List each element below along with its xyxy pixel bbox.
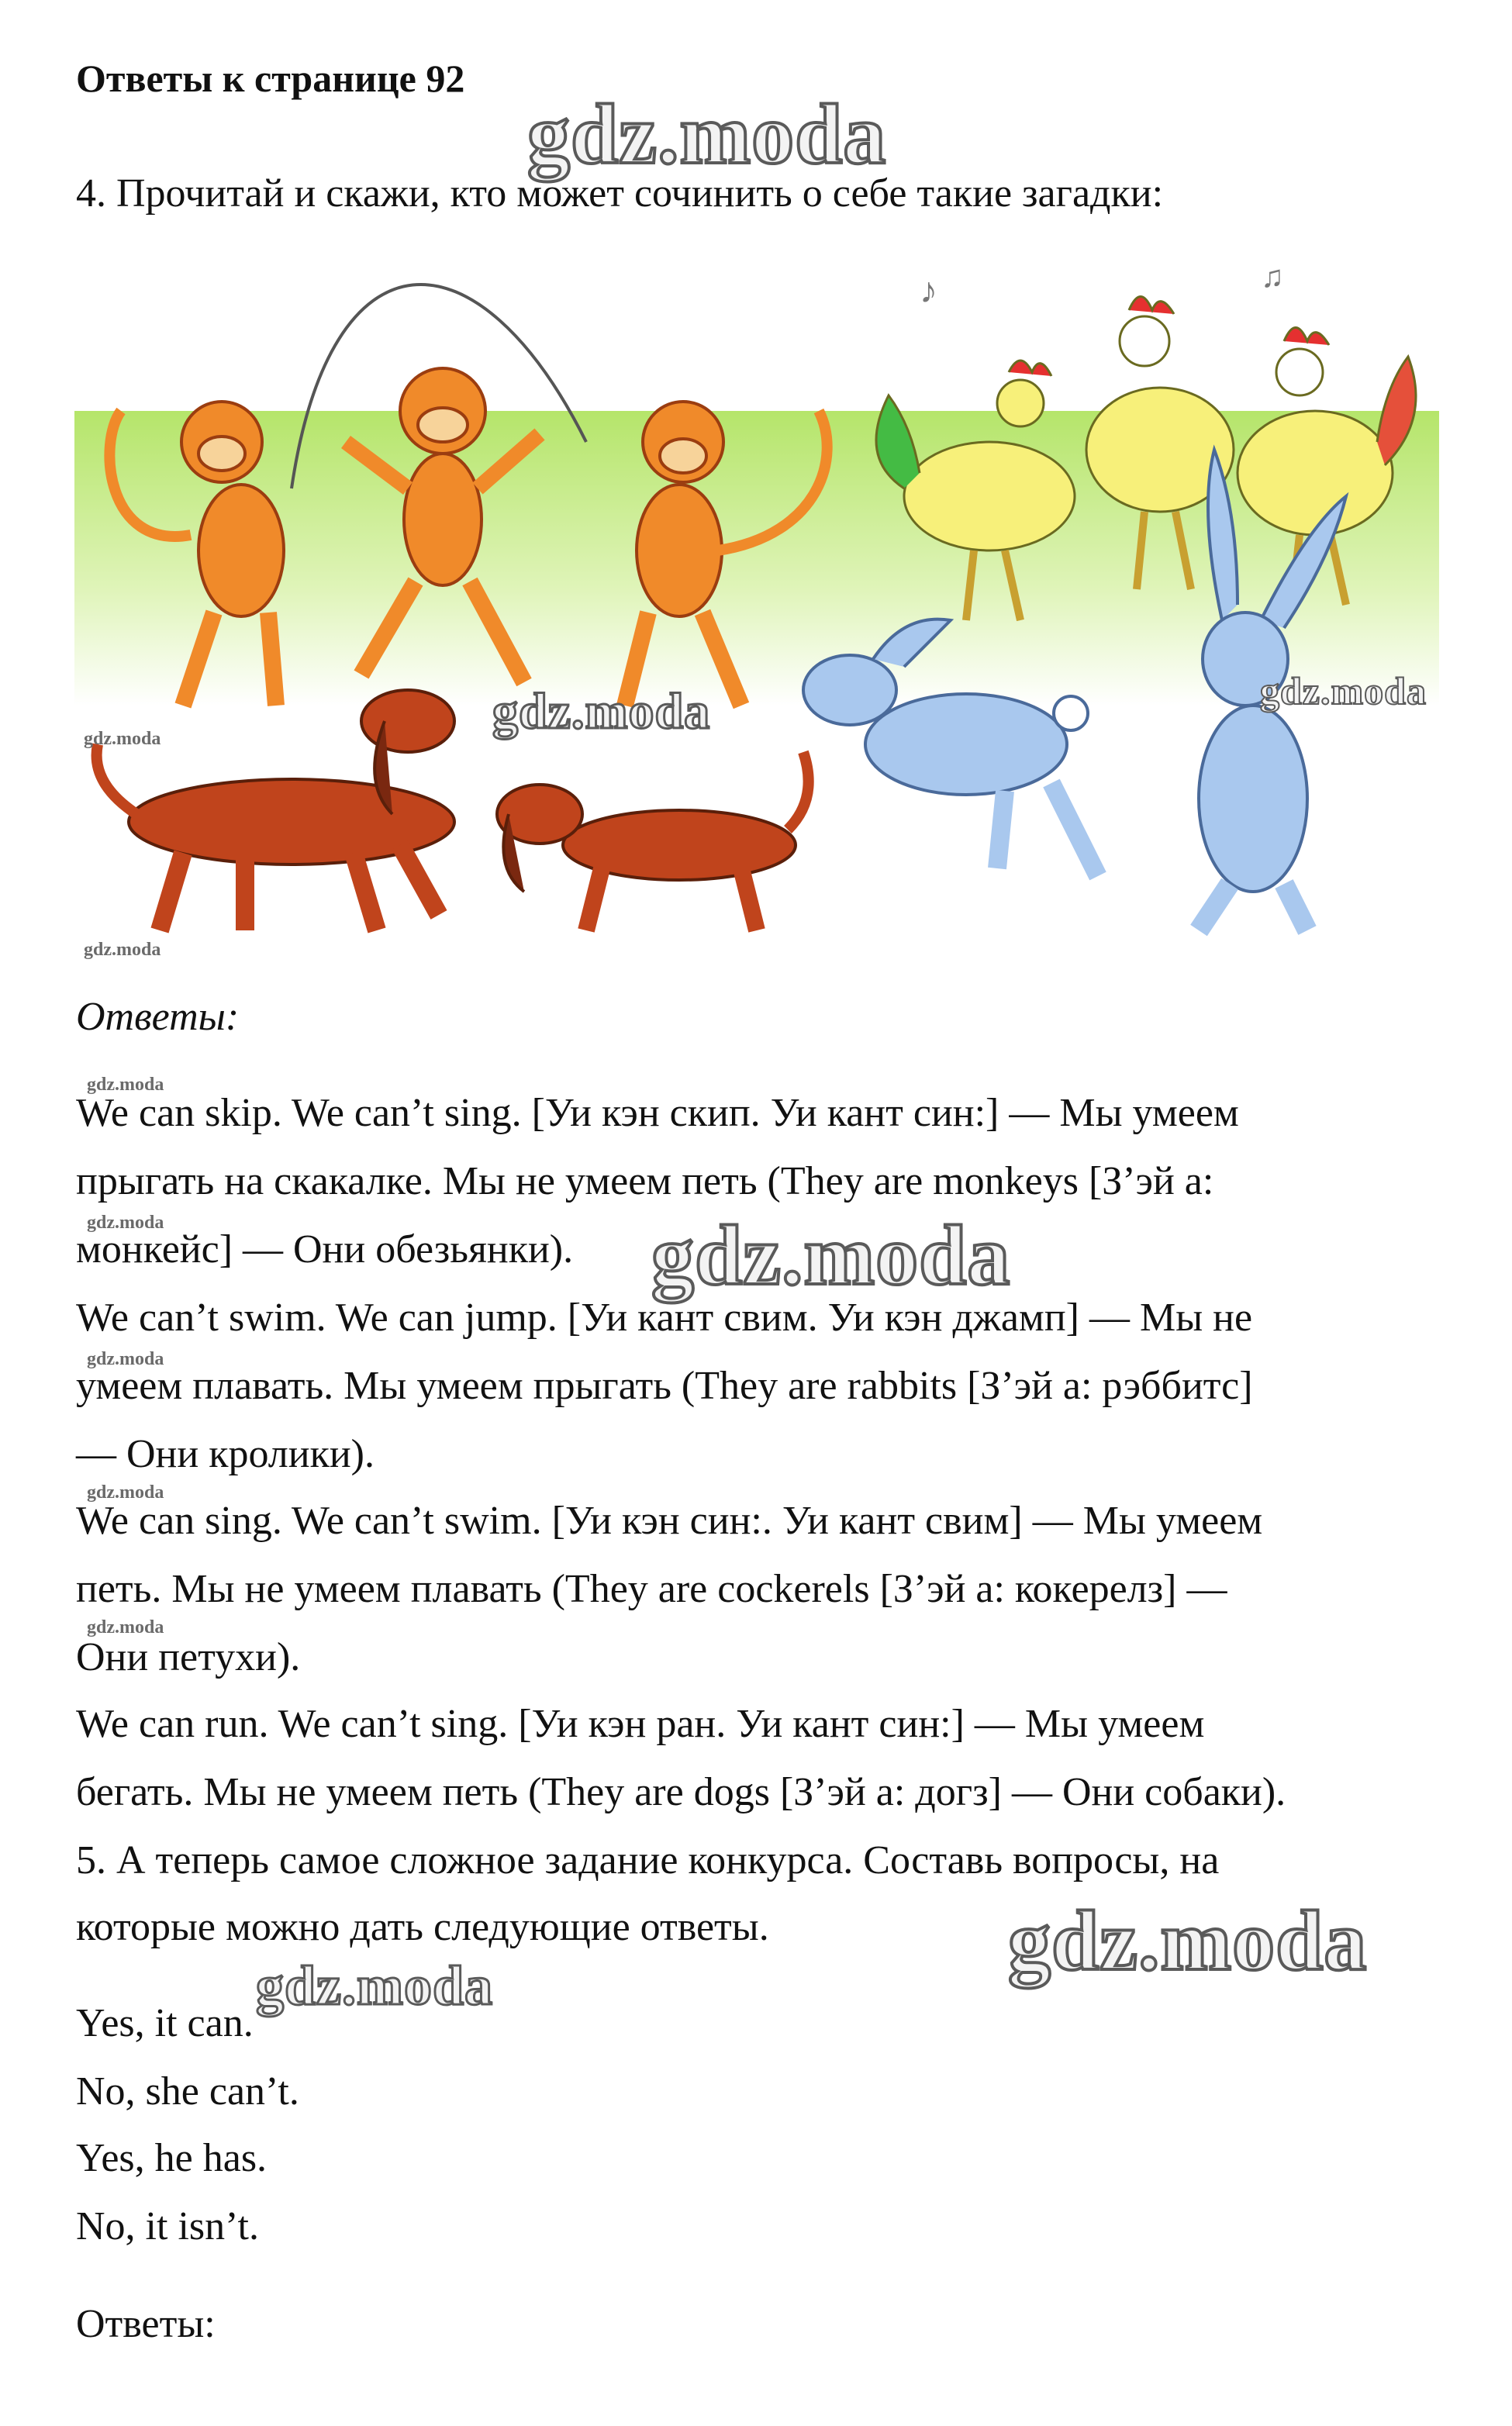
watermark: gdz.moda	[1260, 669, 1427, 713]
answer-line: We can skip. We can’t sing. [Уи кэн скип. Уи кант син:] — Мы умеем	[76, 1091, 1239, 1135]
answer-line: петь. Мы не умеем плавать (They are cockerels [З’эй а: кокерелз] —	[76, 1567, 1227, 1611]
short-answer: Yes, it can.	[76, 2001, 254, 2045]
answer-line: Они петухи).	[76, 1635, 301, 1679]
answer-line: We can run. We can’t sing. [Уи кэн ран. Уи кант син:] — Мы умеем	[76, 1702, 1205, 1746]
short-answer: No, it isn’t.	[76, 2204, 259, 2248]
watermark: gdz.moda	[84, 729, 161, 749]
dog-small-icon	[497, 752, 809, 930]
watermark: gdz.moda	[84, 940, 161, 960]
watermark: gdz.moda	[1008, 1893, 1368, 1988]
answer-line: прыгать на скакалке. Мы не умеем петь (They are monkeys [З’эй а:	[76, 1159, 1214, 1203]
task-4-text: 4. Прочитай и скажи, кто может сочинить о себе такие загадки:	[76, 171, 1164, 216]
watermark: gdz.moda	[87, 1482, 164, 1503]
page-title: Ответы к странице 92	[76, 57, 465, 100]
watermark: gdz.moda	[492, 683, 711, 740]
dog-large-icon	[97, 690, 454, 930]
music-note-icon: ♫	[1261, 259, 1284, 294]
answers-label-2: Ответы:	[76, 2302, 216, 2346]
animals-illustration	[74, 256, 1439, 946]
short-answer: No, she can’t.	[76, 2069, 299, 2114]
watermark: gdz.moda	[651, 1208, 1011, 1303]
short-answer: Yes, he has.	[76, 2136, 268, 2180]
watermark: gdz.moda	[87, 1075, 164, 1095]
watermark: gdz.moda	[87, 1617, 164, 1637]
task-5-line: которые можно дать следующие ответы.	[76, 1905, 769, 1949]
watermark: gdz.moda	[256, 1955, 494, 2017]
music-note-icon: ♪	[920, 271, 937, 310]
answer-line: умеем плавать. Мы умеем прыгать (They are rabbits [З’эй а: рэббитс]	[76, 1364, 1253, 1408]
answer-line: монкейс] — Они обезьянки).	[76, 1227, 574, 1272]
answers-label: Ответы:	[76, 995, 240, 1039]
answer-line: бегать. Мы не умеем петь (They are dogs [З’эй а: догз] — Они собаки).	[76, 1770, 1286, 1814]
watermark: gdz.moda	[527, 87, 887, 181]
answer-line: We can sing. We can’t swim. [Уи кэн син:. Уи кант свим] — Мы умеем	[76, 1499, 1263, 1543]
task-5-line: 5. А теперь самое сложное задание конкурса. Составь вопросы, на	[76, 1838, 1220, 1882]
answer-line: We can’t swim. We can jump. [Уи кант свим. Уи кэн джамп] — Мы не	[76, 1296, 1253, 1340]
answer-line: — Они кролики).	[76, 1432, 375, 1476]
watermark: gdz.moda	[87, 1213, 164, 1233]
watermark: gdz.moda	[87, 1349, 164, 1369]
